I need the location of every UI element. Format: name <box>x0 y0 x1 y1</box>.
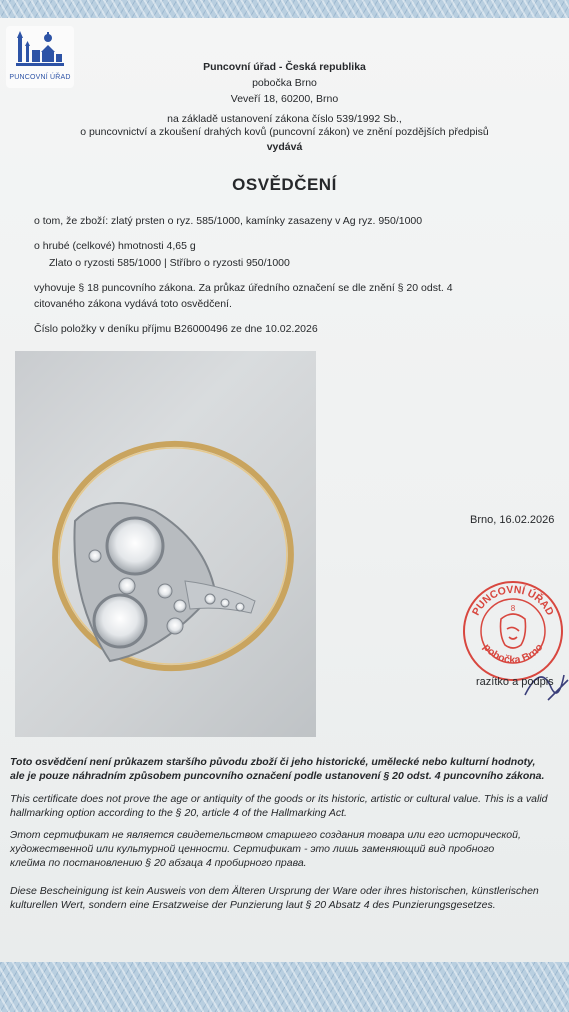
stamp-top-text: PUNCOVNÍ ÚŘAD <box>469 583 557 618</box>
issue-date: Brno, 16.02.2026 <box>470 514 555 526</box>
stamp-bottom-text: pobočka Brno <box>480 641 546 667</box>
law-reference-line2: o puncovnictví a zkoušení drahých kovů (puncovní zákon) ve znění pozdějších předpisů <box>80 126 489 138</box>
disclaimer-ru-line3: клейма по постановлению § 20 абзаца 4 пробирного права. <box>10 857 307 869</box>
disclaimer-en-line1: This certificate does not prove the age or antiquity of the goods or its historic, artistic or cultural value. This is a valid <box>10 793 548 805</box>
item-purity: Zlato o ryzosti 585/1000 | Stříbro o ryzosti 950/1000 <box>49 257 290 269</box>
disclaimer-en-line2: hallmarking option according to the § 20, article 4 of the Hallmarking Act. <box>10 807 347 819</box>
branch-name: pobočka Brno <box>252 77 317 89</box>
compliance-line2: citovaného zákona vydává toto osvědčení. <box>34 298 232 310</box>
record-number: Číslo položky v deníku příjmu B26000496 ze dne 10.02.2026 <box>34 323 318 335</box>
lion-emblem-icon <box>501 614 526 648</box>
disclaimer-ru-line2: художественной или культурной ценности. Сертификат - это лишь заменяющий вид пробного <box>10 843 495 855</box>
ring-photo <box>15 351 316 737</box>
logo-caption: PUNCOVNÍ ÚŘAD <box>9 74 71 81</box>
issues-label: vydává <box>266 141 303 153</box>
compliance-line1: vyhovuje § 18 puncovního zákona. Za průkaz úředního označení se dle znění § 20 odst. 4 <box>34 282 453 294</box>
item-weight: o hrubé (celkové) hmotnosti 4,65 g <box>34 240 196 252</box>
disclaimer-de-line1: Diese Bescheinigung ist kein Ausweis von dem Älteren Ursprung der Ware oder ihres historischen, künstlerischen <box>10 885 539 897</box>
item-description: o tom, že zboží: zlatý prsten o ryz. 585/1000, kamínky zasazeny v Ag ryz. 950/1000 <box>34 215 423 227</box>
certificate-title: OSVĚDČENÍ <box>232 175 337 194</box>
disclaimer-cz-line2: ale je pouze náhradním způsobem puncovního označení podle ustanovení § 20 odst. 4 puncovního zákona. <box>10 770 545 782</box>
disclaimer-de-line2: kulturellen Wert, sondern eine Ersatzweise der Punzierung laut § 20 Absatz 4 des Punzierungsgesetzes. <box>10 899 496 911</box>
ring-image <box>15 351 316 737</box>
law-reference-line1: na základě ustanovení zákona číslo 539/1992 Sb., <box>167 113 402 125</box>
disclaimer-ru-line1: Этот сертификат не является свидетельством старшего создания товара или его исторической, <box>10 829 521 841</box>
disclaimer-cz-line1: Toto osvědčení není průkazem staršího původu zboží či jeho historické, umělecké nebo kulturní hodnoty, <box>10 756 536 768</box>
stamp-number: 8 <box>510 604 516 613</box>
stamp-signature-label: razítko a podpis <box>476 676 554 688</box>
guilloche-band-bottom <box>0 962 569 1012</box>
guilloche-band-top <box>0 0 569 18</box>
office-name: Puncovní úřad - Česká republika <box>203 61 366 73</box>
office-address: Veveří 18, 60200, Brno <box>230 93 339 105</box>
